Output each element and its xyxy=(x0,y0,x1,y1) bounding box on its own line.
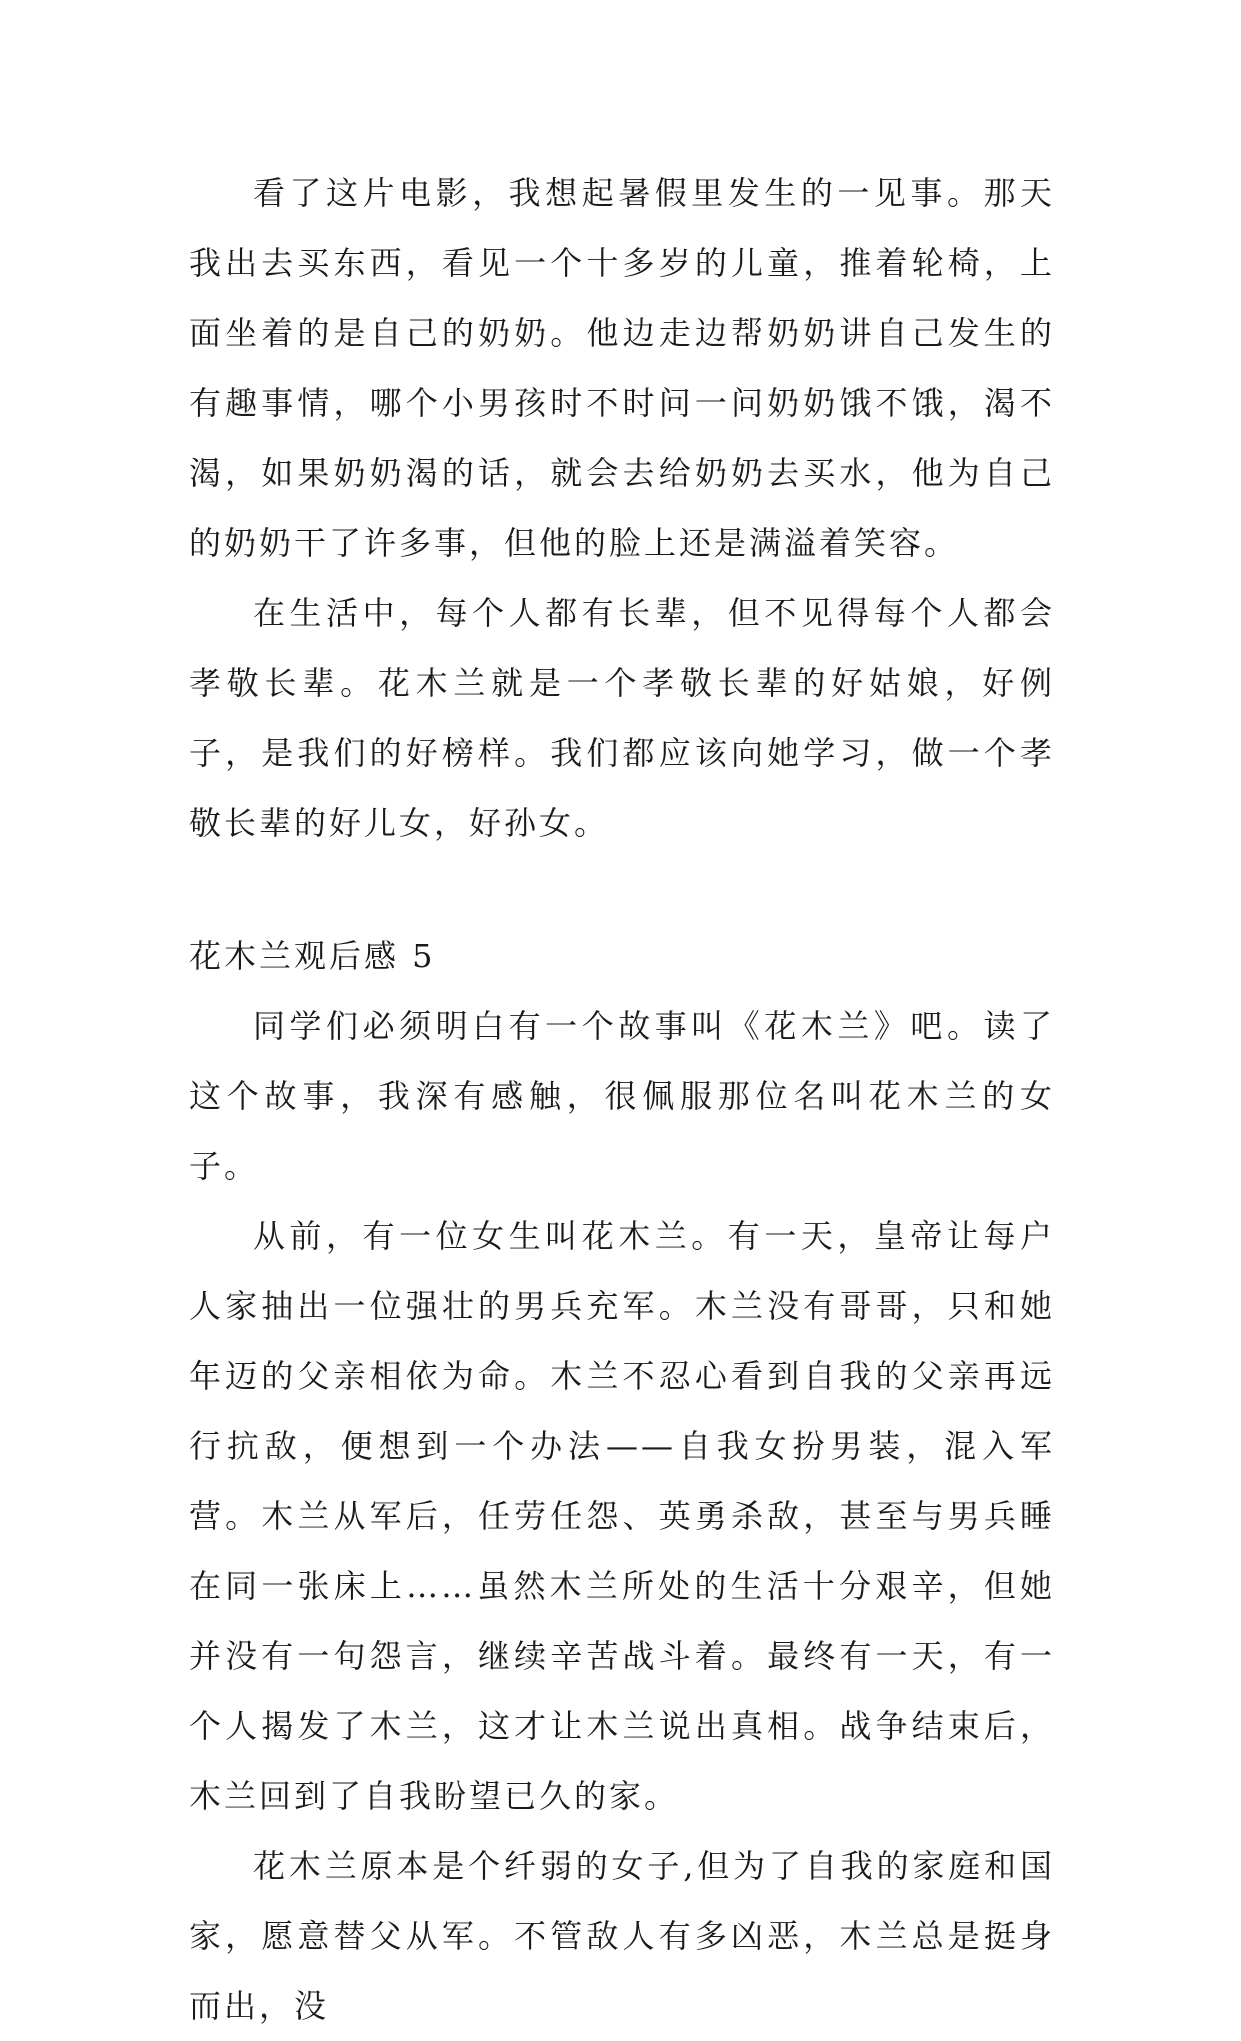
paragraph-movie-memory: 看了这片电影，我想起暑假里发生的一见事。那天我出去买东西，看见一个十多岁的儿童，推着轮椅，上面坐着的是自己的奶奶。他边走边帮奶奶讲自己发生的有趣事情，哪个小男孩时不时问一问奶奶饿不饿，渴不渴，如果奶奶渴的话，就会去给奶奶去买水，他为自己的奶奶干了许多事，但他的脸上还是满溢着笑容。 xyxy=(189,174,1055,562)
section-title: 花木兰观后感 5 xyxy=(189,937,436,975)
document-body xyxy=(189,158,1055,2025)
paragraph-story: 从前，有一位女生叫花木兰。有一天，皇帝让每户人家抽出一位强壮的男兵充军。木兰没有哥哥，只和她年迈的父亲相依为命。木兰不忍心看到自我的父亲再远行抗敌，便想到一个办法——自我女扮男装，混入军营。木兰从军后，任劳任怨、英勇杀敌，甚至与男兵睡在同一张床上……虽然木兰所处的生活十分艰辛，但她并没有一句怨言，继续辛苦战斗着。最终有一天，有一个人揭发了木兰，这才让木兰说出真相。战争结束后，木兰回到了自我盼望已久的家。 xyxy=(189,1217,1055,1815)
paragraph-intro: 同学们必须明白有一个故事叫《花木兰》吧。读了这个故事，我深有感触，很佩服那位名叫花木兰的女子。 xyxy=(189,1007,1055,1185)
paragraph-respect-elders: 在生活中，每个人都有长辈，但不见得每个人都会孝敬长辈。花木兰就是一个孝敬长辈的好姑娘，好例子，是我们的好榜样。我们都应该向她学习，做一个孝敬长辈的好儿女，好孙女。 xyxy=(189,594,1055,842)
paragraph-reflection: 花木兰原本是个纤弱的女子,但为了自我的家庭和国家，愿意替父从军。不管敌人有多凶恶，木兰总是挺身而出，没 xyxy=(189,1847,1055,2025)
